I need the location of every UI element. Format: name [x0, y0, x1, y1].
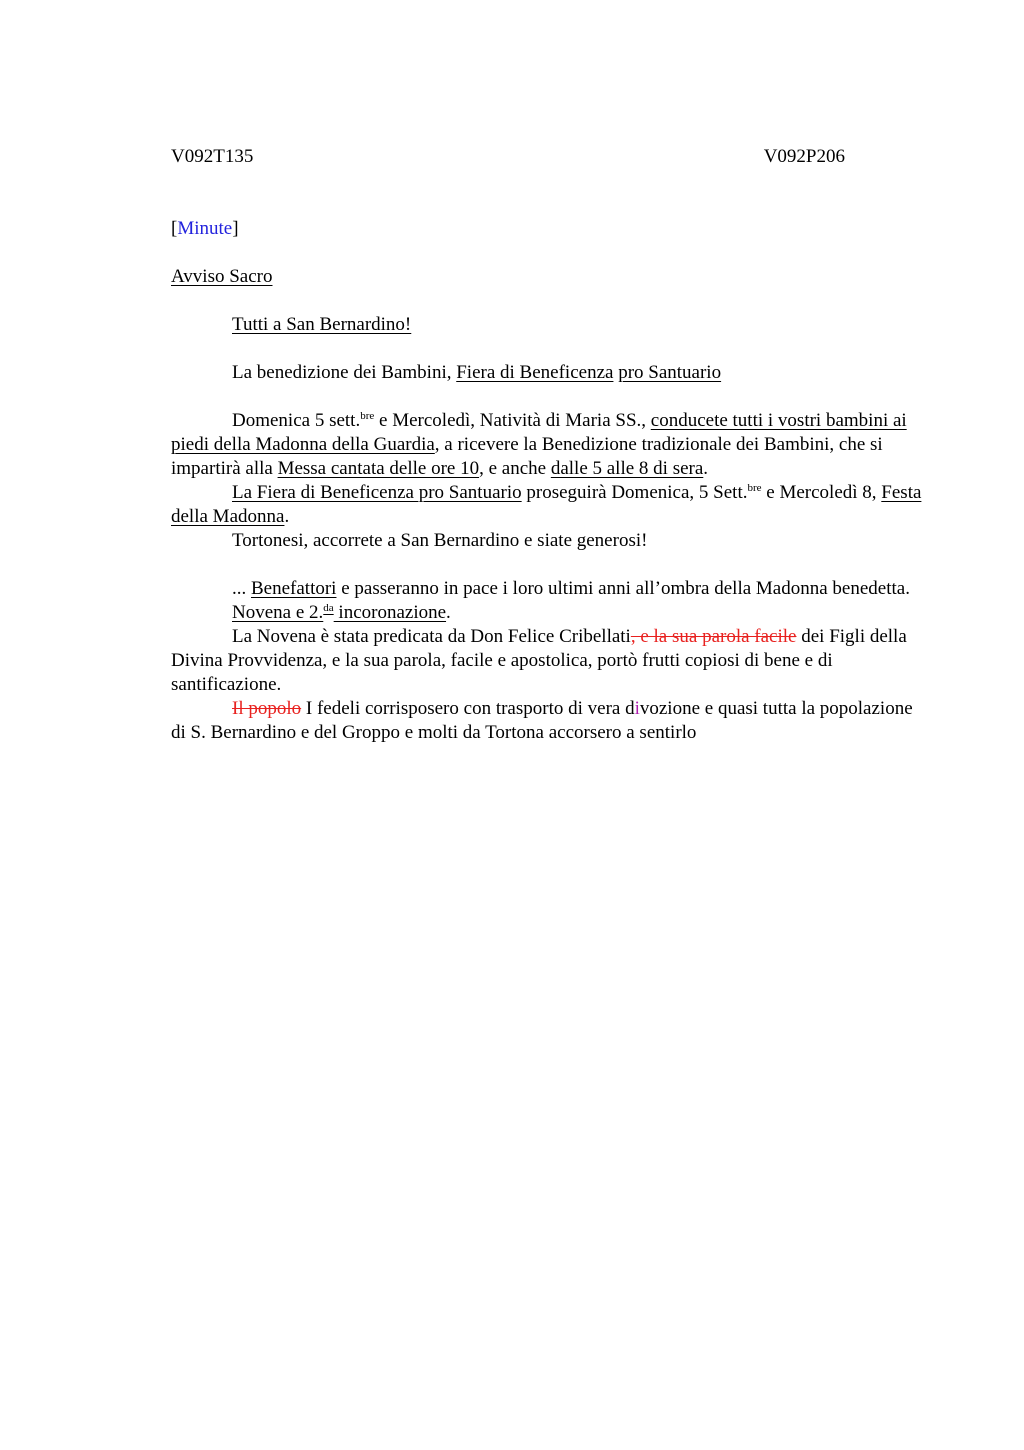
subtitle	[171, 361, 923, 385]
p5-underline-1: Novena e 2.	[232, 602, 324, 623]
paragraph-3: Tortonesi, accorrete a San Bernardino e siate generosi!	[232, 530, 648, 551]
p1-underline-2: Messa cantata delle ore 10	[277, 458, 480, 479]
paragraph-5	[171, 601, 923, 625]
p2-underline-1: La Fiera di Beneficenza pro Santuario	[232, 482, 522, 503]
p4-text-2: e passeranno in pace i loro ultimi anni all’ombra della Madonna benedetta.	[336, 578, 910, 599]
subtitle-part2: pro Santuario	[618, 362, 722, 383]
p2-text-2: e Mercoledì 8,	[761, 482, 882, 503]
paragraph-7	[171, 697, 923, 745]
minute-bracket-close: ]	[232, 218, 239, 239]
document-code-left: V092T135	[171, 146, 254, 167]
header-row	[171, 145, 845, 169]
headline-text: Tutti a San Bernardino!	[232, 314, 412, 335]
paragraph-1	[171, 409, 923, 481]
p7-text-1: I fedeli corrisposero con trasporto di vera d	[301, 698, 635, 719]
paragraph-6	[171, 625, 923, 697]
p2-text-3: .	[284, 506, 290, 527]
document-title	[171, 265, 923, 289]
title-text: Avviso Sacro	[171, 266, 273, 287]
p5-underline-2: incoronazione	[333, 602, 447, 623]
document-page	[171, 145, 923, 745]
p1-text-3: , a ricevere la Benedizione tradizionale dei Bambini, che si impartirà alla	[171, 434, 883, 479]
paragraph-4	[171, 577, 923, 601]
p2-underline-2: Festa della Madonna	[171, 482, 922, 527]
p5-superscript: da	[323, 602, 334, 614]
p1-text-4: , e anche	[479, 458, 551, 479]
p1-underline-1: conducete tutti i vostri bambini ai piedi della Madonna della Guardia	[171, 410, 907, 455]
p1-text-1: Domenica 5 sett.	[232, 410, 361, 431]
minute-label: Minute	[177, 218, 233, 239]
p4-text-1: ...	[232, 578, 251, 599]
p4-underline-1: Benefattori	[251, 578, 337, 599]
p2-text-1: proseguirà Domenica, 5 Sett.	[521, 482, 748, 503]
p7-deleted-text: Il popolo	[232, 698, 302, 719]
p6-text-1: La Novena è stata predicata da Don Felice Cribellati	[232, 626, 631, 647]
subtitle-plain: La benedizione dei Bambini,	[232, 362, 457, 383]
minute-bracket-open: [	[171, 218, 178, 239]
p1-text-5: .	[703, 458, 709, 479]
p6-deleted-text: , e la sua parola facile	[630, 626, 797, 647]
p1-text-2: e Mercoledì, Natività di Maria SS.,	[374, 410, 651, 431]
p2-superscript: bre	[747, 482, 762, 494]
p7-inserted-text: i	[634, 698, 640, 719]
p1-underline-3: dalle 5 alle 8 di sera	[550, 458, 704, 479]
headline	[171, 313, 923, 337]
p1-superscript: bre	[360, 410, 375, 422]
document-code-right: V092P206	[763, 146, 845, 167]
p6-text-2: dei Figli della Divina Provvidenza, e la sua parola, facile e apostolica, portò frutti copiosi di bene e di santificazione.	[171, 626, 907, 695]
paragraph-2	[171, 481, 923, 529]
p7-text-2: vozione e quasi tutta la popolazione di S. Bernardino e del Groppo e molti da Tortona accorsero a sentirlo	[171, 698, 913, 743]
minute-tag	[171, 217, 923, 241]
p5-text-1: .	[446, 602, 451, 623]
subtitle-part1: Fiera di Beneficenza	[456, 362, 614, 383]
